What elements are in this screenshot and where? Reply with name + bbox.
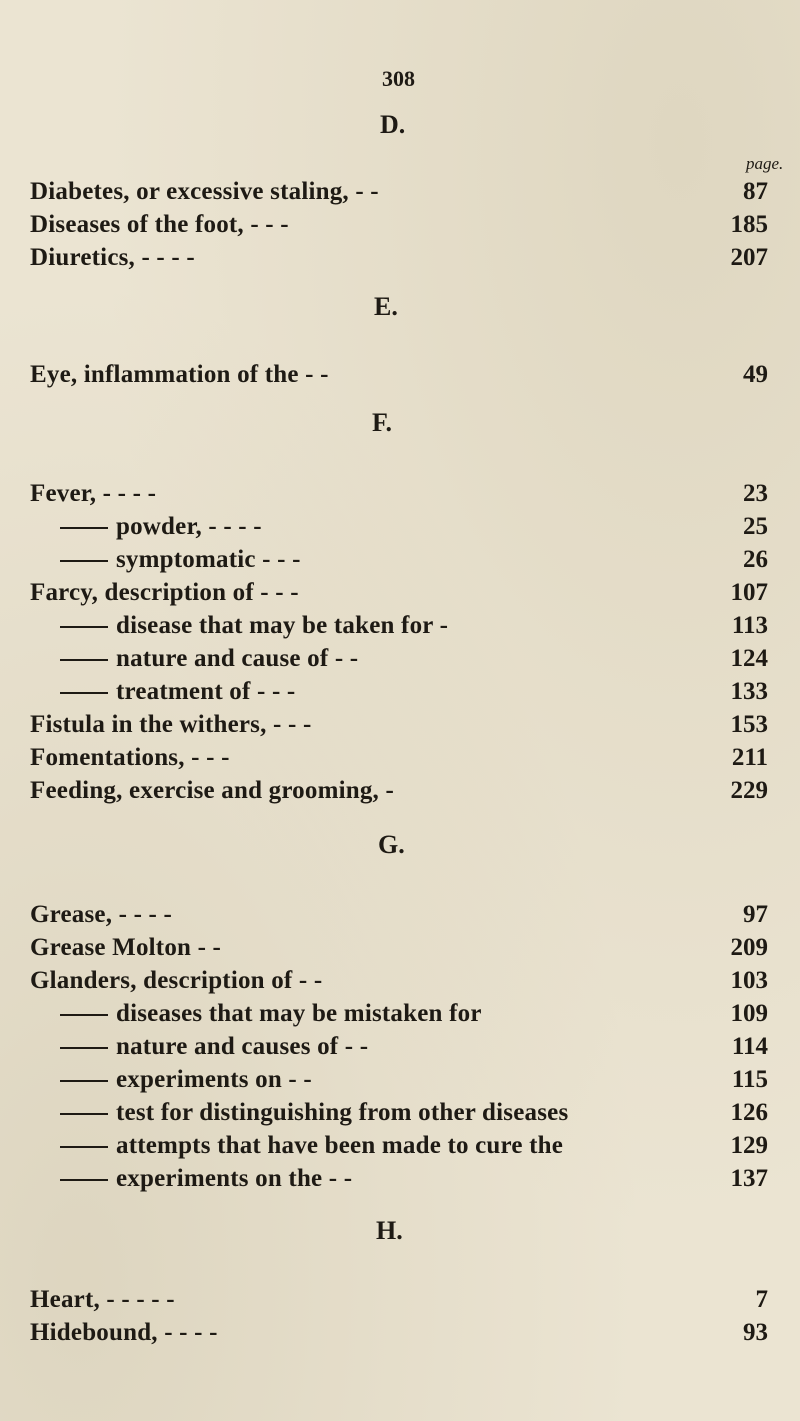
index-subentry: experiments on - - 115	[60, 1063, 768, 1097]
section-letter-e: E.	[374, 292, 398, 321]
index-entry: Diseases of the foot, - - - 185	[30, 211, 768, 238]
index-subentry: symptomatic - - - 26	[60, 543, 768, 577]
index-entry: Diuretics, - - - - 207	[30, 244, 768, 271]
section-letter-g: G.	[378, 830, 405, 859]
index-subentry: powder, - - - - 25	[60, 510, 768, 544]
index-entry: Fistula in the withers, - - - 153	[30, 711, 768, 738]
index-entry: Glanders, description of - - 103	[30, 967, 768, 994]
section-letter-d: D.	[380, 110, 406, 139]
index-subentry: test for distinguishing from other diseases 126	[60, 1096, 768, 1130]
page-number: 308	[382, 66, 415, 91]
index-entry: Heart, - - - - - 7	[30, 1286, 768, 1313]
index-subentry: nature and cause of - - 124	[60, 642, 768, 676]
index-subentry: experiments on the - - 137	[60, 1162, 768, 1196]
index-subentry: disease that may be taken for - 113	[60, 609, 768, 643]
index-subentry: nature and causes of - - 114	[60, 1030, 768, 1064]
page-column-header: page.	[746, 154, 784, 173]
index-entry: Feeding, exercise and grooming, - 229	[30, 777, 768, 804]
index-entry: Fomentations, - - - 211	[30, 744, 768, 771]
index-entry: Grease, - - - - 97	[30, 901, 768, 928]
index-entry: Fever, - - - - 23	[30, 480, 768, 507]
index-subentry: treatment of - - - 133	[60, 675, 768, 709]
section-letter-f: F.	[372, 408, 392, 437]
index-entry: Hidebound, - - - - 93	[30, 1319, 768, 1346]
index-entry: Diabetes, or excessive staling, - - 87	[30, 178, 768, 205]
section-letter-h: H.	[376, 1216, 403, 1245]
index-entry: Eye, inflammation of the - - 49	[30, 361, 768, 388]
index-subentry: diseases that may be mistaken for 109	[60, 997, 768, 1031]
index-subentry: attempts that have been made to cure the 129	[60, 1129, 768, 1163]
index-entry: Farcy, description of - - - 107	[30, 579, 768, 606]
index-entry: Grease Molton - - 209	[30, 934, 768, 961]
